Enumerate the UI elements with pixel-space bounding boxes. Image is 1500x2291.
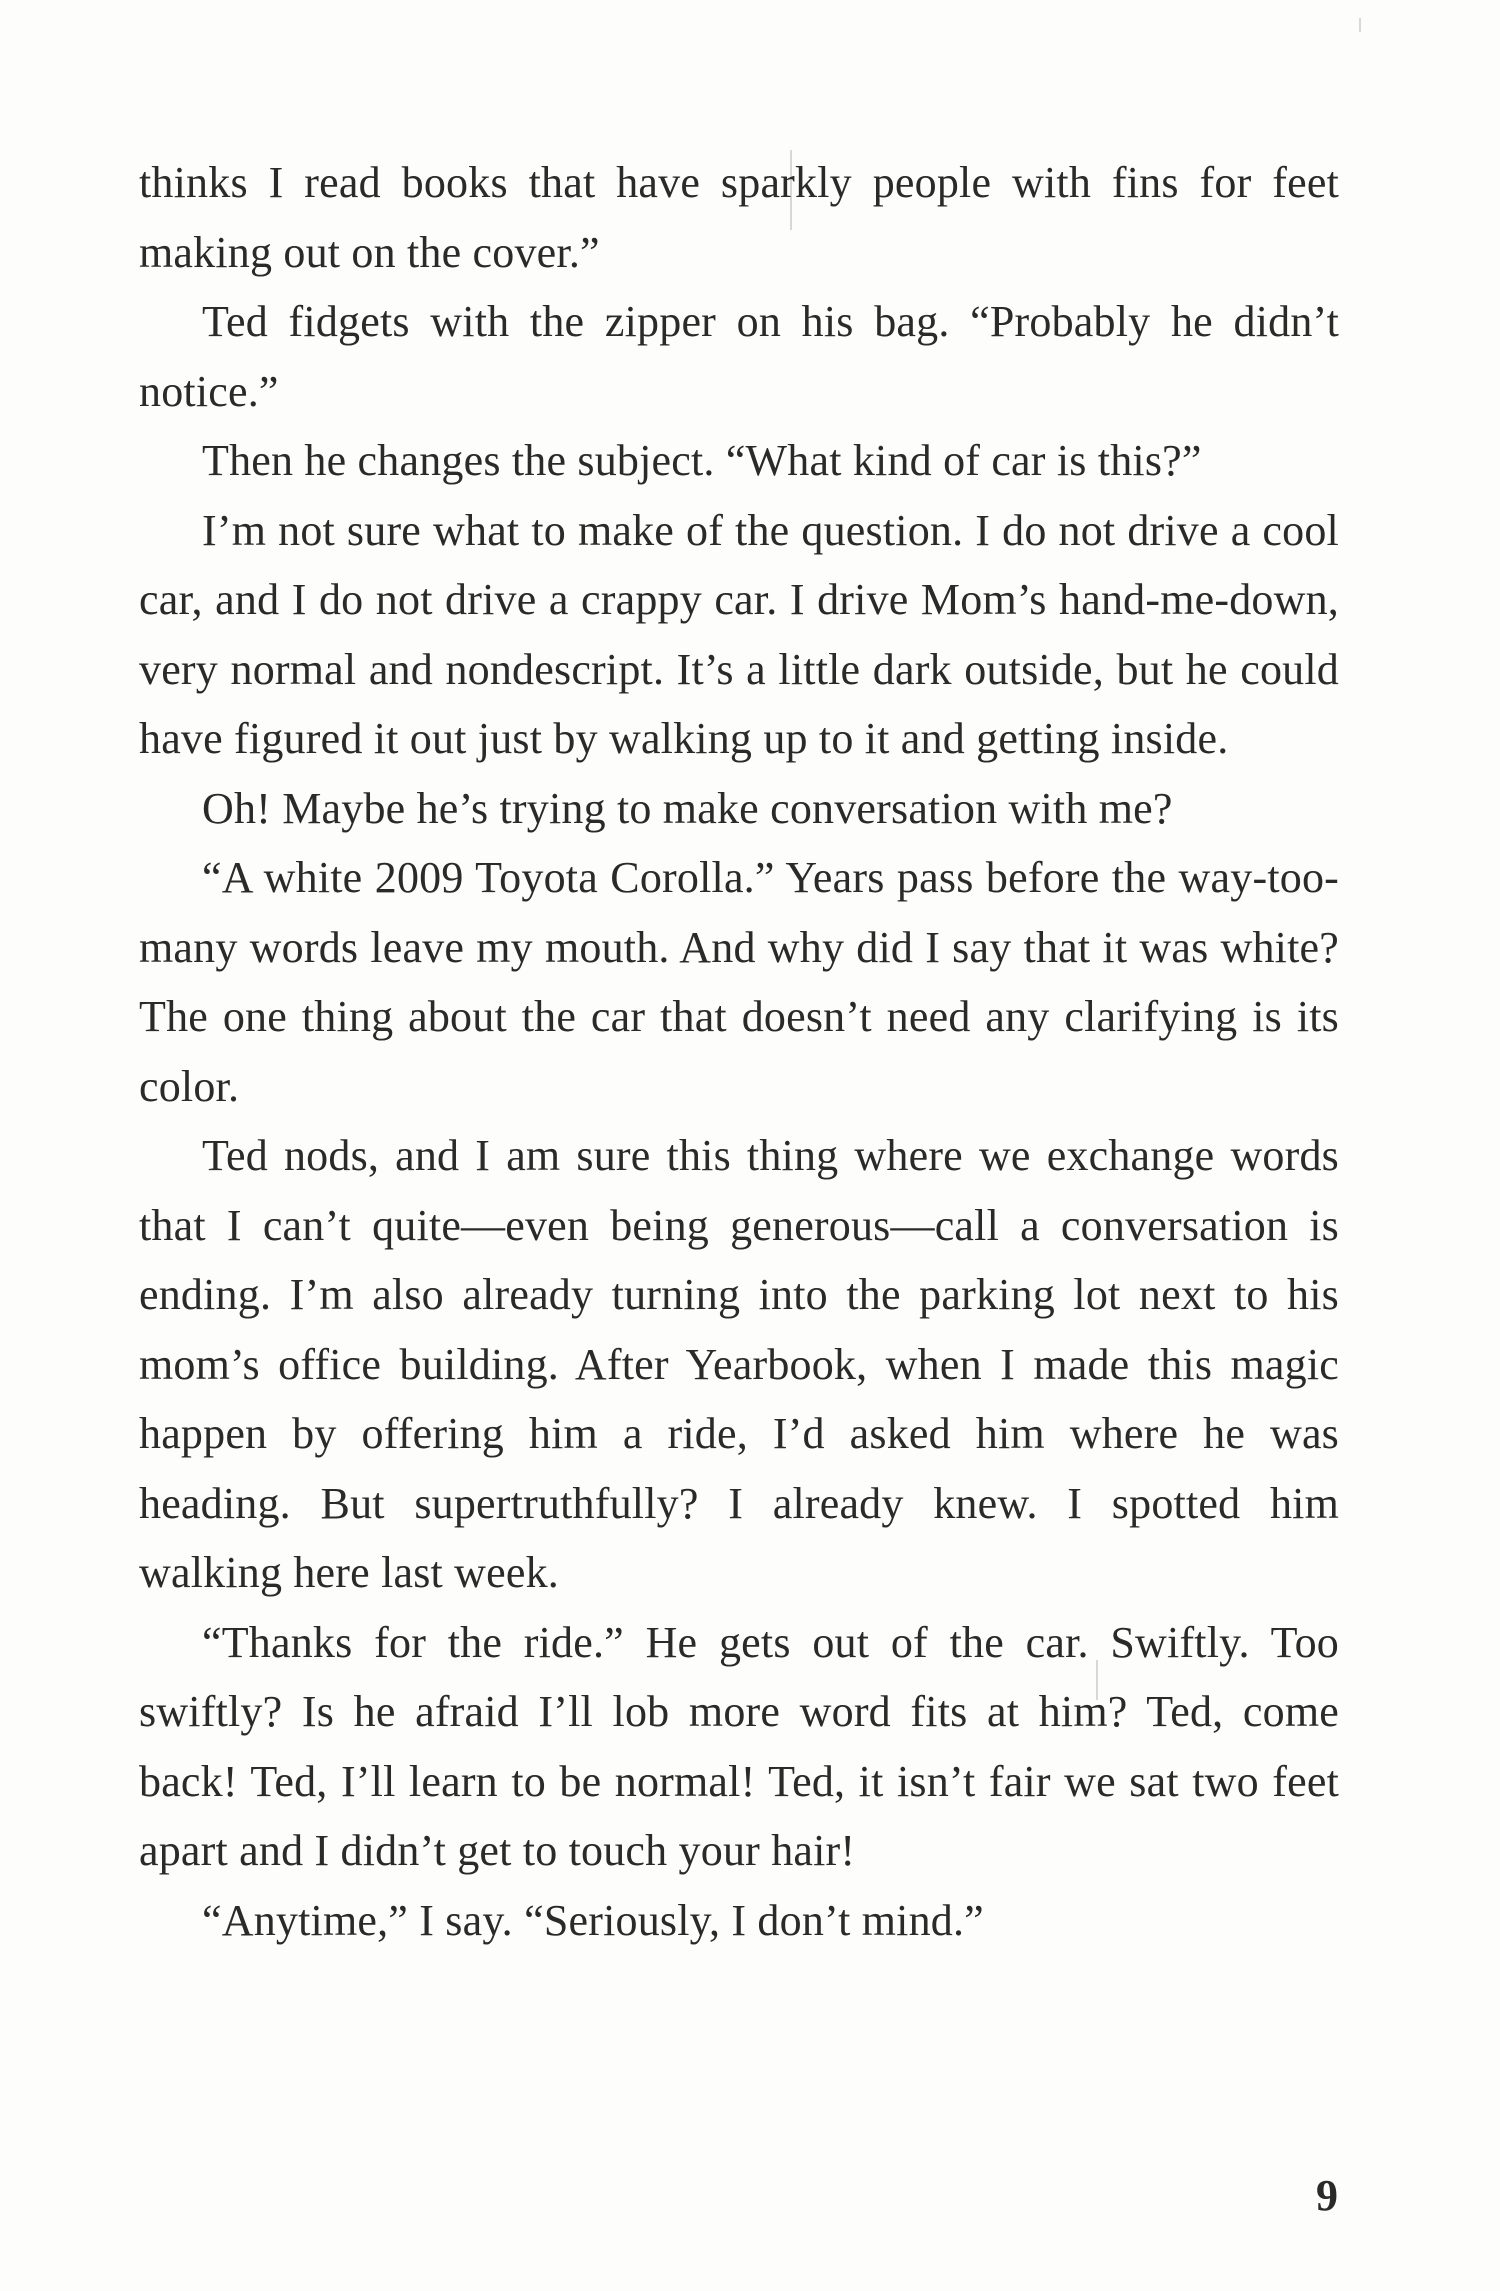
paragraph-3: Then he changes the subject. “What kind of car is this?” [202,436,1202,485]
paragraph-2: Ted fidgets with the zipper on his bag. “Probably he didn’t notice.” [139,297,1339,416]
paragraph-5: Oh! Maybe he’s trying to make conversation with me? [202,783,1173,833]
paragraph-1: thinks I read books that have sparkly people with fins for feet making out on the cover.” [139,158,1339,277]
paragraph-9: “Anytime,” I say. “Seriously, I don’t mind.” [202,1895,984,1945]
paragraph-7: Ted nods, and I am sure this thing where we exchange words that I can’t quite—even being generous—call a conversation is ending. I’m also already turning into the parking lot next to his mom’s office building. After Yearbook, when I made this magic happen by offering him a ride, I’d asked him where he was heading. But supertruthfully? I already knew. I spotted him walking here last week. [139,1131,1339,1597]
paragraph-8: “Thanks for the ride.” He gets out of the car. Swiftly. Too swiftly? Is he afraid I’ll lob more word fits at him? Ted, come back! Ted, I’ll learn to be normal! Ted, it isn’t fair we sat two feet apart and I didn’t get to touch your hair! [139,1617,1339,1875]
page-number: 9 [1316,2171,1338,2220]
scan-artifact-mark [1359,18,1361,32]
paragraph-4: I’m not sure what to make of the question. I do not drive a cool car, and I do not drive a crappy car. I drive Mom’s hand-me-down, very normal and nondescript. It’s a little dark outside, but he could have figured it out just by walking up to it and getting inside. [139,505,1339,763]
body-text [139,148,1339,1955]
paragraph-6: “A white 2009 Toyota Corolla.” Years pass before the way-too-many words leave my mouth. And why did I say that it was white? The one thing about the car that doesn’t need any clarifying is its color. [139,853,1339,1111]
